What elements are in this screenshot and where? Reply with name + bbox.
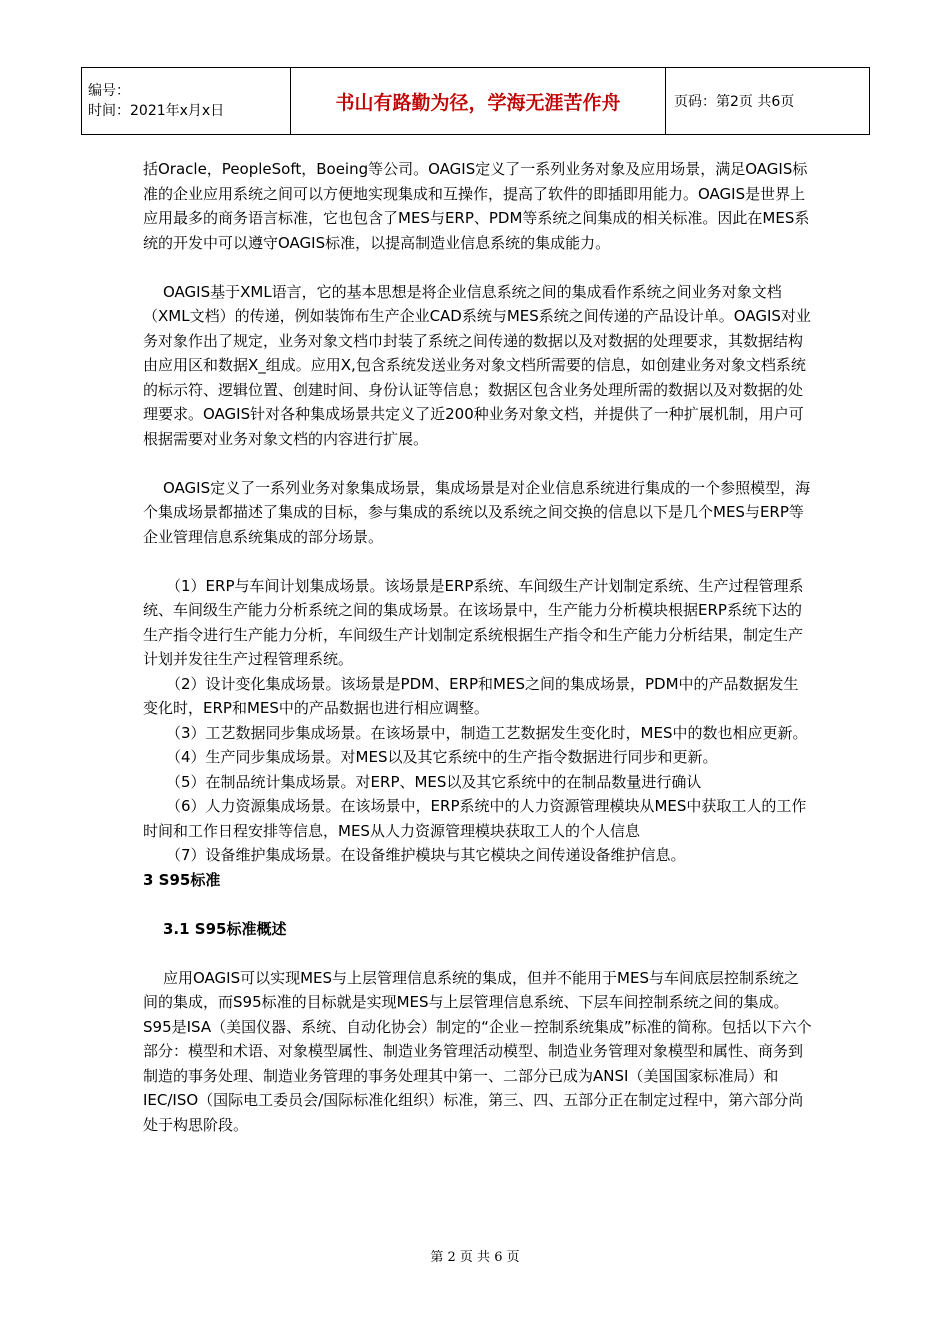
scenario-item: （6）人力资源集成场景。在该场景中，ERP系统中的人力资源管理模块从MES中获取工人的工作时间和工作日程安排等信息，MES从人力资源管理模块获取工人的个人信息 [143,797,807,840]
header-table [81,67,870,135]
body-paragraph: 应用OAGIS可以实现MES与上层管理信息系统的集成，但并不能用于MES与车间底层控制系统之间的集成，而S95标准的目标就是实现MES与上层管理信息系统、下层车间控制系统之间的集成。S95是ISA（美国仪器、系统、自动化协会）制定的“企业－控制系统集成”标准的简称。包括以下六个部分：模型和术语、对象模型属性、制造业务管理活动模型、制造业务管理对象模型和属性、商务到制造的事务处理、制造业务管理的事务处理其中第一、二部分已成为ANSI（美国国家标准局）和IEC/ISO（国际电工委员会/国际标准化组织）标准，第三、四、五部分正在制定过程中，第六部分尚处于构思阶段。 [143,968,812,1134]
document-time-label: 时间：2021年x月x日 [88,103,225,119]
body-paragraph: 括Oracle，PeopleSoft，Boeing等公司。OAGIS定义了一系列业务对象及应用场景，满足OAGIS标准的企业应用系统之间可以方便地实现集成和互操作，提高了软件的即插即用能力。OAGIS是世界上应用最多的商务语言标准，它也包含了MES与ERP、PDM等系统之间集成的相关标准。因此在MES系统的开发中可以遵守OAGIS标准，以提高制造业信息系统的集成能力。 [143,160,810,252]
header-motto: 书山有路勤为径，学海无涯苦作舟 [291,68,666,135]
document-body [143,157,813,1137]
header-meta-cell [82,68,291,135]
body-paragraph: OAGIS基于XML语言，它的基本思想是将企业信息系统之间的集成看作系统之间业务对象文档（XML文档）的传递，例如装饰布生产企业CAD系统与MES系统之间传递的产品设计单。OAGIS对业务对象作出了规定，业务对象文档巾封装了系统之间传递的数据以及对数据的处理要求，其数据结构由应用区和数据X_组成。应用X,包含系统发送业务对象文档所需要的信息，如创建业务对象文档系统的标示符、逻辑位置、创建时间、身份认证等信息；数据区包含业务处理所需的数据以及对数据的处理要求。OAGIS针对各种集成场景共定义了近200种业务对象文档，并提供了一种扩展机制，用户可根据需要对业务对象文档的内容进行扩展。 [143,282,811,448]
scenario-item: （7）设备维护集成场景。在设备维护模块与其它模块之间传递设备维护信息。 [166,846,686,864]
scenario-item: （4）生产同步集成场景。对MES以及其它系统中的生产指令数据进行同步和更新。 [166,748,718,766]
body-paragraph: OAGIS定义了一系列业务对象集成场景，集成场景是对企业信息系统进行集成的一个参照模型，海个集成场景都描述了集成的目标，参与集成的系统以及系统之间交换的信息以下是几个MES与ERP等企业管理信息系统集成的部分场景。 [143,478,811,546]
scenario-item: （3）工艺数据同步集成场景。在该场景中，制造工艺数据发生变化时，MES中的数也相应更新。 [166,723,808,742]
document-number-label: 编号： [88,83,130,99]
scenario-item: （1）ERP与车间计划集成场景。该场景是ERP系统、车间级生产计划制定系统、生产过程管理系统、车间级生产能力分析系统之间的集成场景。在该场景中，生产能力分析模块根据ERP系统下达的生产指令进行生产能力分析，车间级生产计划制定系统根据生产指令和生产能力分析结果，制定生产计划并发往生产过程管理系统。 [143,576,804,668]
scenario-item: （5）在制品统计集成场景。对ERP、MES以及其它系统中的在制品数量进行确认 [166,772,702,791]
section-heading: 3 S95标准 [143,870,221,889]
scenario-item: （2）设计变化集成场景。该场景是PDM、ERP和MES之间的集成场景，PDM中的产品数据发生变化时，ERP和MES中的产品数据也进行相应调整。 [143,674,799,717]
header-page-info: 页码：第2页 共6页 [666,68,870,135]
page-footer: 第 2 页 共 6 页 [430,1250,520,1265]
subsection-heading: 3.1 S95标准概述 [163,919,287,938]
